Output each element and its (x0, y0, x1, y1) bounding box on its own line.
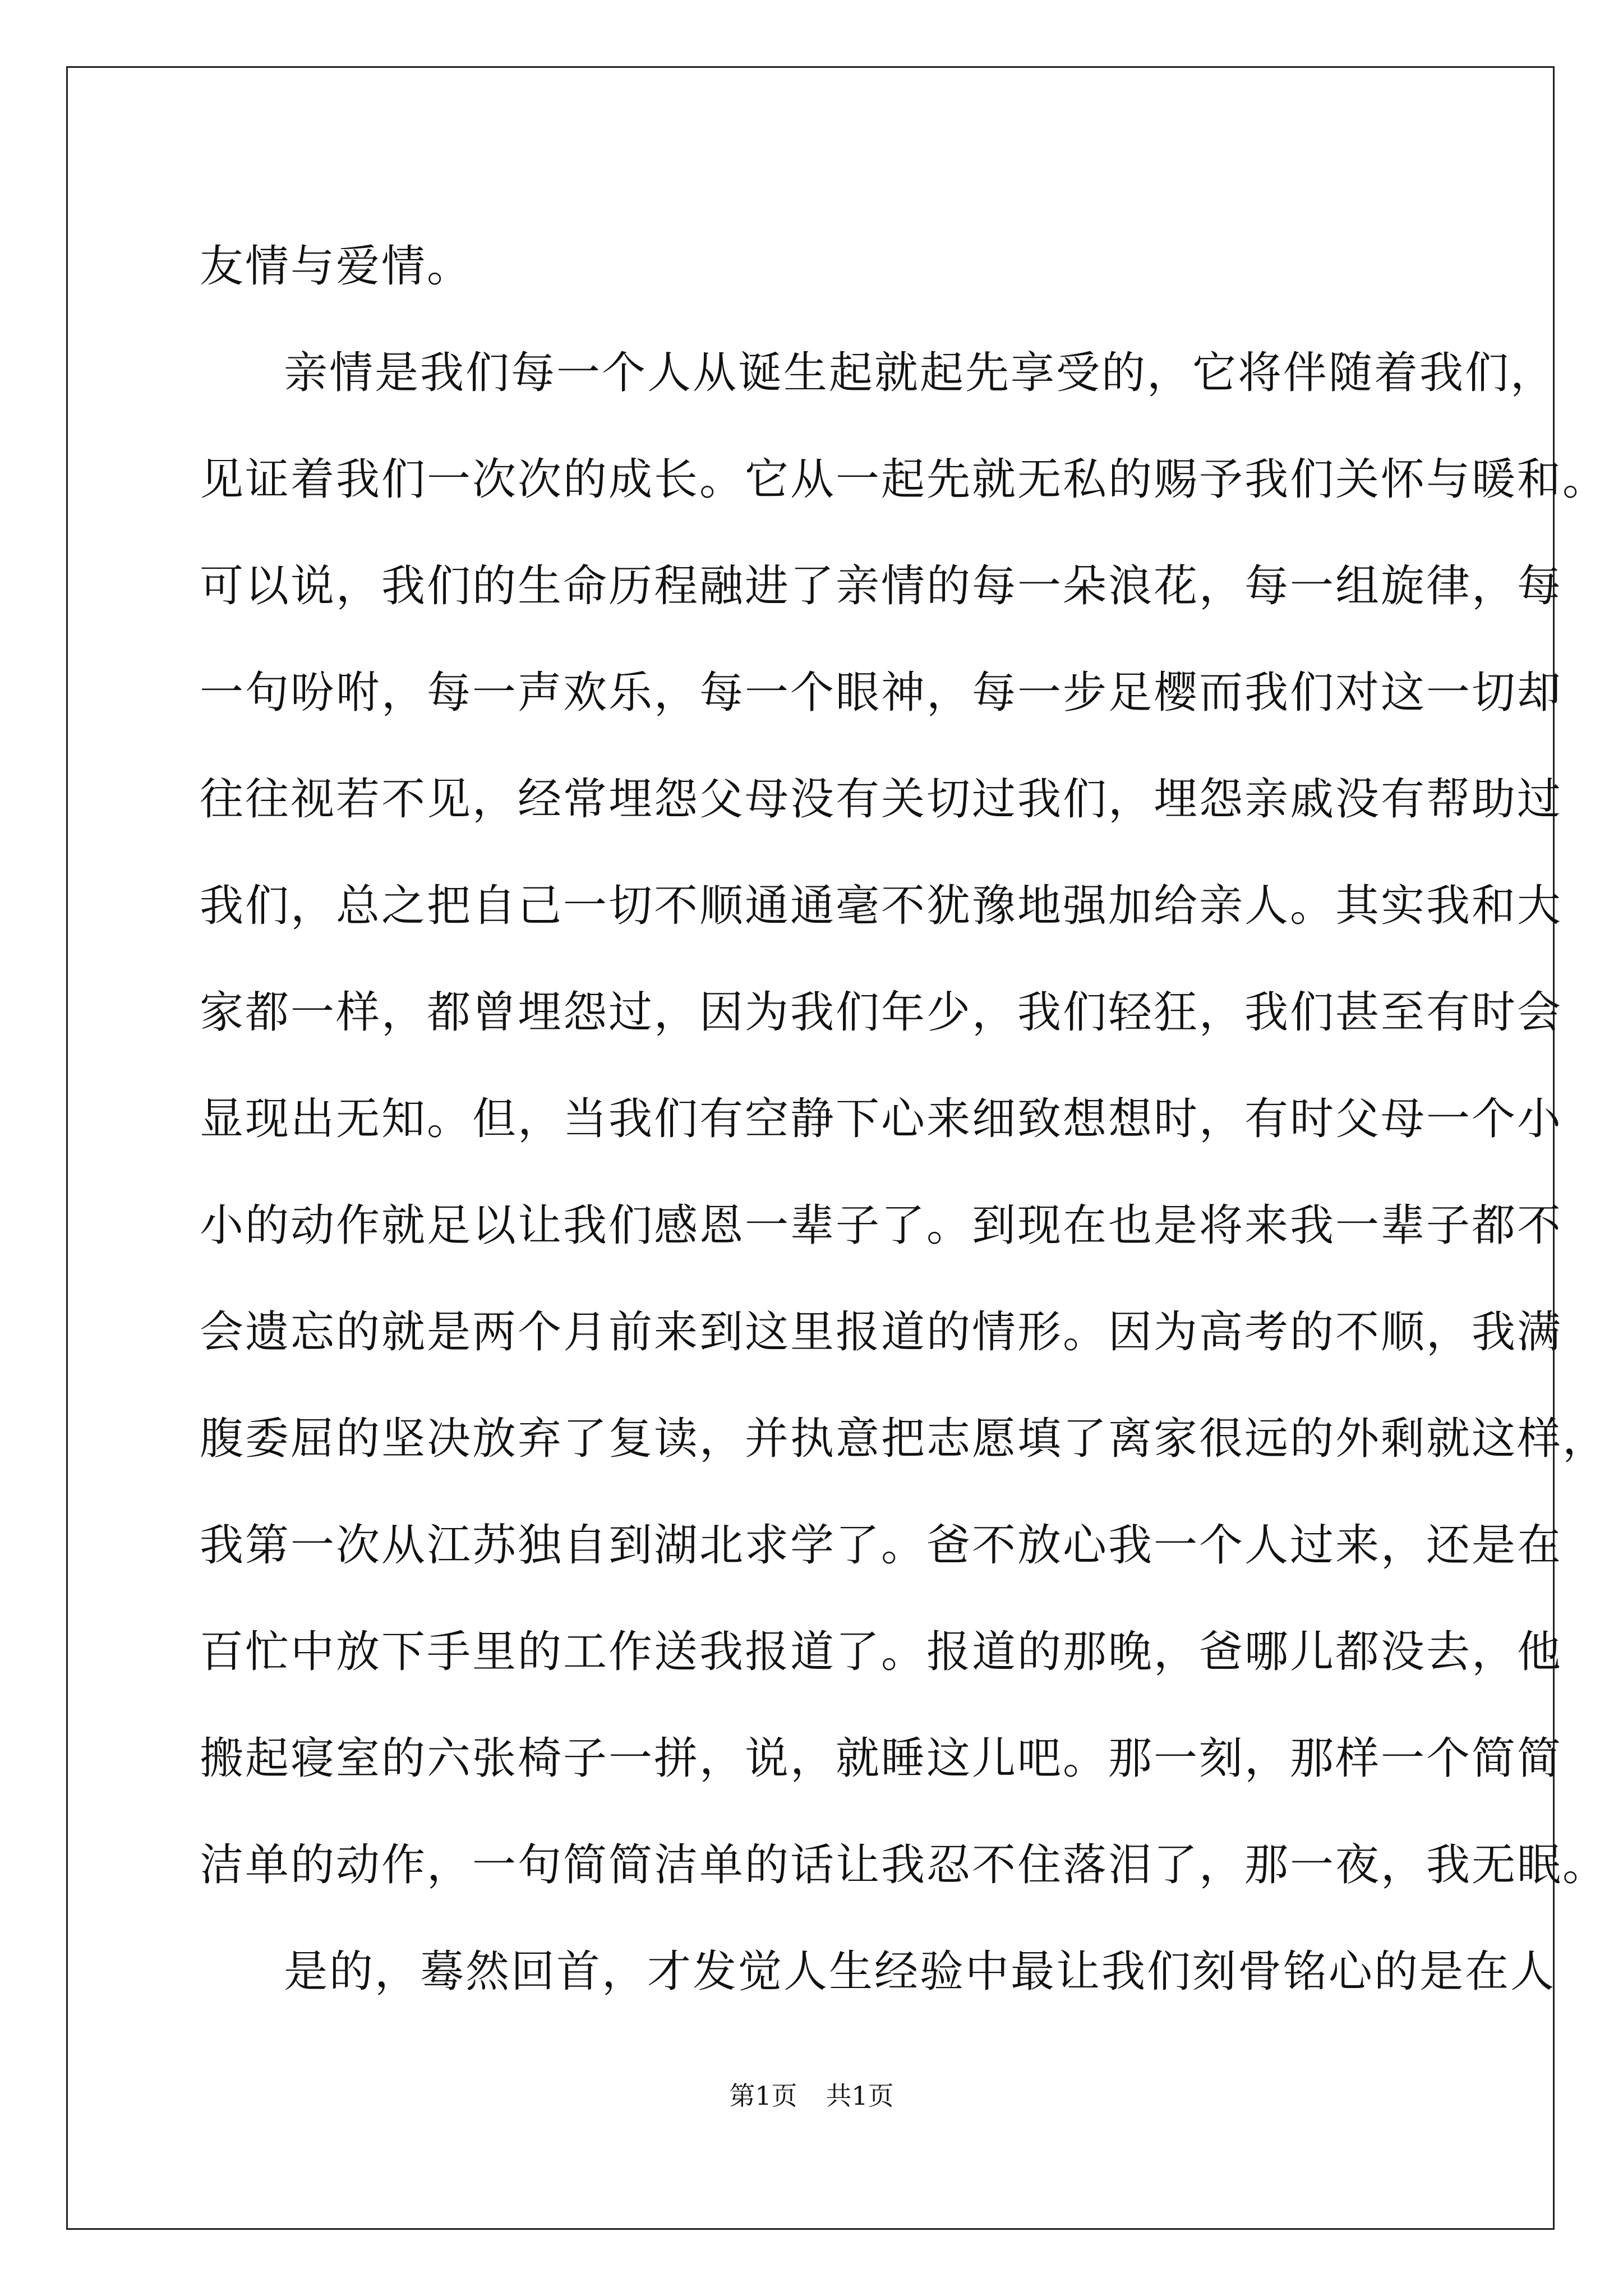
text-line: 会遗忘的就是两个月前来到这里报道的情形。因为高考的不顺，我满 (200, 1307, 1563, 1358)
text-line: 可以说，我们的生命历程融进了亲情的每一朵浪花，每一组旋律，每 (200, 561, 1563, 611)
text-line: 显现出无知。但，当我们有空静下心来细致想想时，有时父母一个小 (200, 1094, 1563, 1144)
text-line: 洁单的动作，一句简简洁单的话让我忍不住落泪了，那一夜，我无眠。 (200, 1840, 1608, 1890)
text-line: 是的，蓦然回首，才发觉人生经验中最让我们刻骨铭心的是在人 (284, 1947, 1556, 1997)
page-footer (0, 2076, 1623, 2113)
text-line: 小的动作就足以让我们感恩一辈子了。到现在也是将来我一辈子都不 (200, 1200, 1563, 1251)
text-line: 搬起寝室的六张椅子一拼，说，就睡这儿吧。那一刻，那样一个简简 (200, 1733, 1563, 1784)
text-line: 友情与爱情。 (200, 241, 473, 292)
text-line: 腹委屈的坚决放弃了复读，并执意把志愿填了离家很远的外剩就这样， (200, 1414, 1608, 1464)
text-line: 百忙中放下手里的工作送我报道了。报道的那晚，爸哪儿都没去，他 (200, 1627, 1563, 1677)
text-line: 见证着我们一次次的成长。它从一起先就无私的赐予我们关怀与暖和。 (200, 454, 1608, 505)
text-line: 亲情是我们每一个人从诞生起就起先享受的，它将伴随着我们， (284, 348, 1556, 398)
text-line: 我们，总之把自己一切不顺通通毫不犹豫地强加给亲人。其实我和大 (200, 881, 1563, 931)
text-line: 我第一次从江苏独自到湖北求学了。爸不放心我一个人过来，还是在 (200, 1520, 1563, 1571)
document-body (200, 213, 1608, 2025)
page-number: 第1页 (729, 2081, 797, 2111)
text-line: 一句吩咐，每一声欢乐，每一个眼神，每一步足樱而我们对这一切却 (200, 668, 1563, 718)
total-pages: 共1页 (826, 2081, 894, 2111)
text-line: 家都一样，都曾埋怨过，因为我们年少，我们轻狂，我们甚至有时会 (200, 987, 1563, 1038)
text-line: 往往视若不见，经常埋怨父母没有关切过我们，埋怨亲戚没有帮助过 (200, 774, 1563, 825)
